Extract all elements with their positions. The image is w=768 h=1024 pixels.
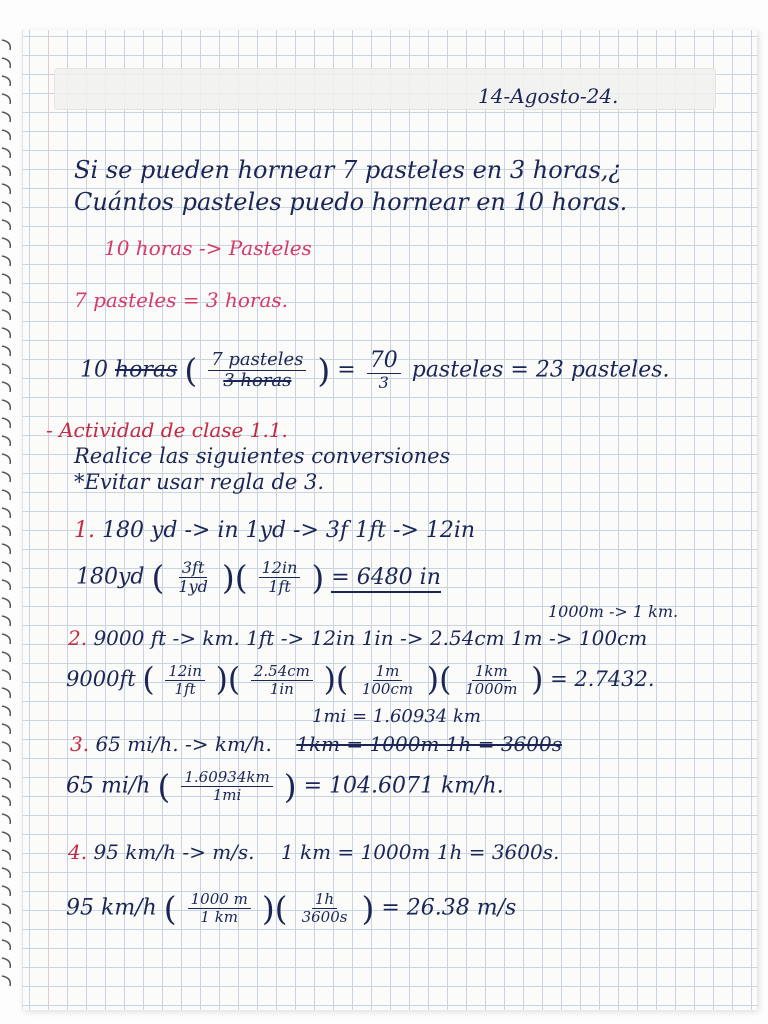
exercise-2-statement: 9000 ft -> km. 1ft -> 12in 1in -> 2.54cm 1m -> 100cm <box>93 626 648 650</box>
date-text: 14-Agosto-24. <box>478 84 619 108</box>
exercise-1-result: = 6480 in <box>331 565 441 593</box>
solution-row: 10 horas ( $\frac{\text{7 pasteles}}{\text{3 horas}}$ ) = $\frac{70}{3}$ pasteles = 23 pasteles. <box>80 348 670 392</box>
exercise-1-number: 1. <box>74 518 95 543</box>
exercise-1-start: 180yd <box>76 564 145 590</box>
exercise-2-f2-den: 1in <box>269 680 294 698</box>
solution-hours-value: 10 <box>80 357 108 383</box>
exercise-1-work: 180yd ( $\frac{3ft}{1yd}$ )( $\frac{12in}{1ft}$ ) = 6480 in <box>76 558 441 597</box>
exercise-4-f2-num: 1h <box>312 892 337 909</box>
exercise-4-statement: 95 km/h -> m/s. <box>93 840 255 864</box>
exercise-2-header <box>68 628 647 648</box>
solution-fraction <box>208 351 306 390</box>
solution-fraction-numerator: 7 pasteles <box>208 351 306 371</box>
solution-hours-unit: horas <box>115 357 178 383</box>
exercise-3-header <box>70 734 562 754</box>
exercise-2-work: 9000ft ( $\frac{12in}{1ft}$ )( $\frac{2.54cm}{1in}$ )( $\frac{1m}{100cm}$ )( $\frac{1km}{1000m}$ ) = 2.7432. <box>66 661 655 698</box>
spiral-binding <box>0 36 14 996</box>
exercise-3-statement: 65 mi/h. -> km/h. <box>95 732 272 756</box>
solution-result-fraction <box>367 350 401 391</box>
activity-heading: - Actividad de clase 1.1. <box>46 418 288 442</box>
exercise-1-statement: 180 yd -> in 1yd -> 3f 1ft -> 12in <box>102 518 476 543</box>
exercise-2-f2-num: 2.54cm <box>251 664 313 681</box>
activity-instruction: Realice las siguientes conversiones <box>74 444 451 468</box>
exercise-2-note: 1000m -> 1 km. <box>548 602 679 621</box>
activity-note: *Evitar usar regla de 3. <box>74 470 325 494</box>
solution-fraction-denominator: 3 horas <box>223 370 292 391</box>
exercise-1-f1-num: 3ft <box>179 560 208 578</box>
exercise-4-header <box>68 842 559 862</box>
exercise-3-work: 65 mi/h ( $\frac{1.60934km}{1mi}$ ) = 104.6071 km/h. <box>66 767 504 806</box>
exercise-4-f1-den: 1 km <box>200 908 239 926</box>
exercise-2-f3-den: 100cm <box>361 680 414 698</box>
exercise-2-f4-num: 1km <box>472 664 511 681</box>
exercise-2-f4-den: 1000m <box>465 680 518 698</box>
exercise-3-f1-den: 1mi <box>212 786 242 804</box>
exercise-2-start: 9000ft <box>66 667 136 691</box>
problem-line-1: Si se pueden hornear 7 pasteles en 3 horas,¿ <box>74 156 622 184</box>
margin-line <box>48 30 49 1010</box>
exercise-3-number: 3. <box>70 732 90 756</box>
note-hours-to-cakes: 10 horas -> Pasteles <box>104 236 312 260</box>
exercise-4-start: 95 km/h <box>66 895 157 921</box>
exercise-3-note: 1mi = 1.60934 km <box>312 706 481 727</box>
exercise-3-start: 65 mi/h <box>66 773 151 799</box>
exercise-1-f1-den: 1yd <box>178 577 208 596</box>
exercise-3-crossed: 1km = 1000m 1h = 3600s <box>296 732 562 756</box>
solution-result-numerator: 70 <box>367 350 401 374</box>
exercise-3-f1-num: 1.60934km <box>181 770 272 787</box>
exercise-2-f1-num: 12in <box>165 664 205 681</box>
exercise-4-result: = 26.38 m/s <box>381 895 517 921</box>
exercise-4-f2-den: 3600s <box>301 908 348 926</box>
exercise-2-number: 2. <box>68 626 88 650</box>
exercise-4-f1-num: 1000 m <box>188 892 251 909</box>
exercise-4-work: 95 km/h ( $\frac{1000 m}{1 km}$ )( $\frac{1h}{3600s}$ ) = 26.38 m/s <box>66 889 517 928</box>
exercise-2-f1-den: 1ft <box>174 680 196 698</box>
exercise-4-note: 1 km = 1000m 1h = 3600s. <box>280 840 560 864</box>
solution-result-text: pasteles = 23 pasteles. <box>411 357 670 383</box>
solution-result-denominator: 3 <box>378 373 389 392</box>
problem-line-2: Cuántos pasteles puedo hornear en 10 horas. <box>74 188 628 216</box>
exercise-2-f3-num: 1m <box>373 664 403 681</box>
note-cakes-equals-hours: 7 pasteles = 3 horas. <box>74 288 289 312</box>
exercise-3-result: = 104.6071 km/h. <box>303 773 504 799</box>
exercise-1-f2-num: 12in <box>259 560 301 578</box>
exercise-1-f2-den: 1ft <box>268 577 291 596</box>
exercise-1-header <box>74 520 475 542</box>
exercise-2-result: = 2.7432. <box>550 667 655 691</box>
exercise-4-number: 4. <box>68 840 88 864</box>
